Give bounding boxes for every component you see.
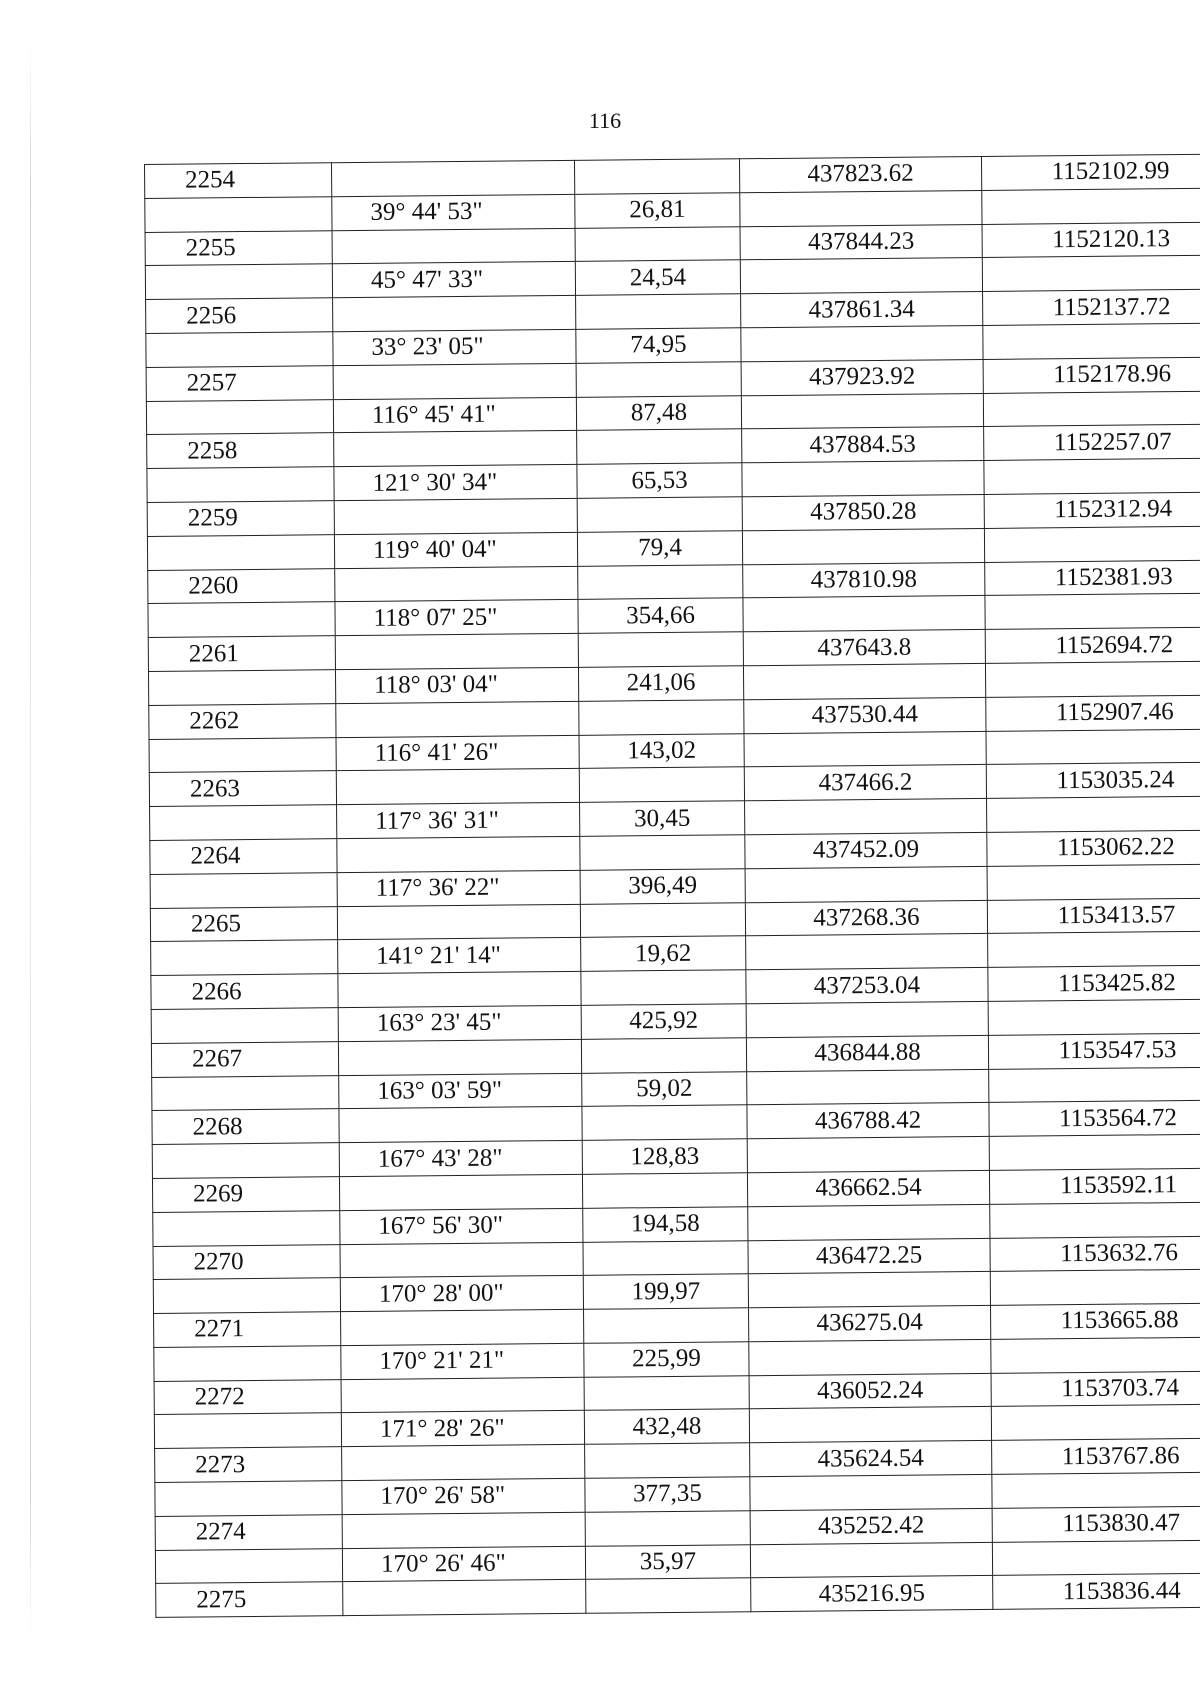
- x-coordinate-cell: [750, 1542, 992, 1578]
- distance-cell: [578, 564, 743, 599]
- point-number-cell: [147, 467, 334, 503]
- x-coordinate-cell: 436662.54: [747, 1170, 989, 1206]
- bearing-angle-cell: 163° 03' 59": [339, 1073, 582, 1109]
- distance-cell: [581, 1037, 746, 1072]
- bearing-angle-cell: 121° 30' 34": [334, 465, 577, 501]
- point-number-cell: 2254: [145, 163, 332, 199]
- x-coordinate-cell: [741, 325, 983, 361]
- y-coordinate-cell: [985, 661, 1200, 697]
- point-number-cell: [155, 1481, 342, 1517]
- point-number-cell: [148, 670, 335, 706]
- x-coordinate-cell: 437923.92: [741, 359, 983, 395]
- y-coordinate-cell: [989, 1134, 1200, 1170]
- x-coordinate-cell: 436844.88: [746, 1035, 988, 1071]
- bearing-angle-cell: 118° 03' 04": [335, 667, 578, 703]
- x-coordinate-cell: [749, 1339, 991, 1375]
- point-number-cell: 2257: [146, 365, 333, 401]
- bearing-angle-cell: [340, 1242, 583, 1278]
- x-coordinate-cell: [741, 393, 983, 429]
- x-coordinate-cell: 437643.8: [743, 630, 985, 666]
- distance-cell: [577, 429, 742, 464]
- point-number-cell: 2260: [148, 568, 335, 604]
- x-coordinate-cell: [747, 1069, 989, 1105]
- y-coordinate-cell: [982, 188, 1200, 224]
- x-coordinate-cell: 435624.54: [750, 1441, 992, 1477]
- x-coordinate-cell: 437850.28: [742, 494, 984, 530]
- distance-cell: [574, 159, 739, 194]
- bearing-angle-cell: [341, 1309, 584, 1345]
- distance-cell: [578, 632, 743, 667]
- y-coordinate-cell: [990, 1269, 1200, 1305]
- y-coordinate-cell: [990, 1202, 1200, 1238]
- bearing-angle-cell: [333, 296, 576, 332]
- y-coordinate-cell: 1152102.99: [981, 154, 1200, 190]
- x-coordinate-cell: 436788.42: [747, 1103, 989, 1139]
- bearing-angle-cell: [342, 1445, 585, 1481]
- x-coordinate-cell: [746, 934, 988, 970]
- point-number-cell: 2269: [152, 1177, 339, 1213]
- x-coordinate-cell: 437844.23: [740, 224, 982, 260]
- point-number-cell: [146, 332, 333, 368]
- y-coordinate-cell: 1153836.44: [993, 1573, 1200, 1609]
- point-number-cell: 2273: [155, 1447, 342, 1483]
- x-coordinate-cell: 437884.53: [742, 427, 984, 463]
- x-coordinate-cell: [740, 190, 982, 226]
- coordinates-table-body: [145, 154, 1200, 1618]
- x-coordinate-cell: [743, 596, 985, 632]
- y-coordinate-cell: [982, 255, 1200, 291]
- distance-cell: [584, 1308, 749, 1343]
- point-number-cell: [152, 1143, 339, 1179]
- x-coordinate-cell: [750, 1474, 992, 1510]
- page-number: 116: [588, 108, 622, 133]
- bearing-angle-cell: [334, 431, 577, 467]
- x-coordinate-cell: [748, 1204, 990, 1240]
- y-coordinate-cell: 1152137.72: [983, 289, 1200, 325]
- distance-cell: 199,97: [583, 1274, 748, 1309]
- bearing-angle-cell: 39° 44' 53": [332, 194, 575, 230]
- x-coordinate-cell: [742, 461, 984, 497]
- bearing-angle-cell: 170° 28' 00": [340, 1276, 583, 1312]
- y-coordinate-cell: [984, 458, 1200, 494]
- bearing-angle-cell: 167° 56' 30": [340, 1208, 583, 1244]
- point-number-cell: [153, 1210, 340, 1246]
- bearing-angle-cell: [338, 971, 581, 1007]
- bearing-angle-cell: 170° 21' 21": [341, 1343, 584, 1379]
- point-number-cell: [154, 1413, 341, 1449]
- distance-cell: [579, 767, 744, 802]
- y-coordinate-cell: [991, 1404, 1200, 1440]
- bearing-angle-cell: 163° 23' 45": [338, 1005, 581, 1041]
- point-number-cell: 2271: [154, 1312, 341, 1348]
- point-number-cell: 2275: [156, 1582, 343, 1618]
- point-number-cell: 2263: [149, 771, 336, 807]
- x-coordinate-cell: [745, 866, 987, 902]
- point-number-cell: 2259: [147, 501, 334, 537]
- x-coordinate-cell: [748, 1272, 990, 1308]
- point-number-cell: [150, 872, 337, 908]
- y-coordinate-cell: [983, 391, 1200, 427]
- point-number-cell: [153, 1278, 340, 1314]
- point-number-cell: 2270: [153, 1244, 340, 1280]
- bearing-angle-cell: [339, 1107, 582, 1143]
- bearing-angle-cell: [342, 1512, 585, 1548]
- y-coordinate-cell: 1153830.47: [992, 1506, 1200, 1542]
- y-coordinate-cell: 1152178.96: [983, 357, 1200, 393]
- bearing-angle-cell: [338, 1039, 581, 1075]
- bearing-angle-cell: 119° 40' 04": [334, 532, 577, 568]
- bearing-angle-cell: 117° 36' 31": [337, 802, 580, 838]
- bearing-angle-cell: [331, 160, 574, 196]
- x-coordinate-cell: [740, 258, 982, 294]
- y-coordinate-cell: 1153035.24: [986, 762, 1200, 798]
- y-coordinate-cell: 1152907.46: [986, 695, 1200, 731]
- distance-cell: [585, 1443, 750, 1478]
- y-coordinate-cell: 1153665.88: [991, 1303, 1200, 1339]
- y-coordinate-cell: 1153592.11: [989, 1168, 1200, 1204]
- bearing-angle-cell: 45° 47' 33": [332, 262, 575, 298]
- point-number-cell: 2267: [151, 1041, 338, 1077]
- point-number-cell: 2264: [150, 839, 337, 875]
- point-number-cell: [145, 196, 332, 232]
- distance-cell: [576, 362, 741, 397]
- distance-cell: 143,02: [579, 733, 744, 768]
- y-coordinate-cell: 1152257.07: [984, 424, 1200, 460]
- point-number-cell: 2256: [146, 298, 333, 334]
- distance-cell: [581, 970, 746, 1005]
- bearing-angle-cell: [341, 1377, 584, 1413]
- bearing-angle-cell: 170° 26' 46": [342, 1546, 585, 1582]
- distance-cell: [580, 902, 745, 937]
- distance-cell: 354,66: [578, 598, 743, 633]
- y-coordinate-cell: 1153703.74: [991, 1371, 1200, 1407]
- bearing-angle-cell: 170° 26' 58": [342, 1478, 585, 1514]
- point-number-cell: [146, 399, 333, 435]
- x-coordinate-cell: 435252.42: [750, 1508, 992, 1544]
- point-number-cell: 2262: [149, 703, 336, 739]
- distance-cell: 425,92: [581, 1004, 746, 1039]
- x-coordinate-cell: [747, 1137, 989, 1173]
- x-coordinate-cell: 437452.09: [745, 832, 987, 868]
- x-coordinate-cell: 437530.44: [744, 697, 986, 733]
- distance-cell: [582, 1173, 747, 1208]
- y-coordinate-cell: 1153425.82: [988, 965, 1200, 1001]
- bearing-angle-cell: [339, 1174, 582, 1210]
- coordinates-table: [144, 153, 1200, 1618]
- x-coordinate-cell: [749, 1407, 991, 1443]
- x-coordinate-cell: 437861.34: [741, 292, 983, 328]
- point-number-cell: [145, 264, 332, 300]
- distance-cell: [583, 1240, 748, 1275]
- bearing-angle-cell: 116° 45' 41": [333, 397, 576, 433]
- x-coordinate-cell: [744, 731, 986, 767]
- y-coordinate-cell: [988, 999, 1200, 1035]
- bearing-angle-cell: [343, 1580, 586, 1616]
- distance-cell: [585, 1511, 750, 1546]
- bearing-angle-cell: [337, 836, 580, 872]
- distance-cell: 87,48: [576, 395, 741, 430]
- bearing-angle-cell: [336, 769, 579, 805]
- point-number-cell: [151, 940, 338, 976]
- distance-cell: [580, 835, 745, 870]
- distance-cell: 30,45: [580, 801, 745, 836]
- distance-cell: 74,95: [576, 328, 741, 363]
- point-number-cell: [148, 602, 335, 638]
- point-number-cell: 2261: [148, 636, 335, 672]
- y-coordinate-cell: [985, 593, 1200, 629]
- point-number-cell: [152, 1075, 339, 1111]
- y-coordinate-cell: [987, 796, 1200, 832]
- y-coordinate-cell: [984, 526, 1200, 562]
- x-coordinate-cell: [746, 1001, 988, 1037]
- distance-cell: 19,62: [581, 936, 746, 971]
- distance-cell: 128,83: [582, 1139, 747, 1174]
- y-coordinate-cell: 1152120.13: [982, 222, 1200, 258]
- point-number-cell: 2268: [152, 1109, 339, 1145]
- y-coordinate-cell: [987, 864, 1200, 900]
- distance-cell: 194,58: [583, 1206, 748, 1241]
- bearing-angle-cell: 167° 43' 28": [339, 1140, 582, 1176]
- point-number-cell: 2265: [150, 906, 337, 942]
- y-coordinate-cell: 1152381.93: [985, 560, 1200, 596]
- x-coordinate-cell: [745, 799, 987, 835]
- distance-cell: [577, 497, 742, 532]
- y-coordinate-cell: 1153632.76: [990, 1235, 1200, 1271]
- point-number-cell: [150, 805, 337, 841]
- point-number-cell: 2255: [145, 230, 332, 266]
- distance-cell: 26,81: [575, 193, 740, 228]
- y-coordinate-cell: [986, 729, 1200, 765]
- distance-cell: 241,06: [578, 666, 743, 701]
- distance-cell: [579, 700, 744, 735]
- x-coordinate-cell: 437823.62: [739, 156, 981, 192]
- bearing-angle-cell: 116° 41' 26": [336, 735, 579, 771]
- point-number-cell: 2258: [147, 433, 334, 469]
- bearing-angle-cell: [336, 701, 579, 737]
- distance-cell: 59,02: [582, 1071, 747, 1106]
- bearing-angle-cell: 33° 23' 05": [333, 329, 576, 365]
- distance-cell: 24,54: [575, 260, 740, 295]
- x-coordinate-cell: [743, 663, 985, 699]
- point-number-cell: 2272: [154, 1379, 341, 1415]
- point-number-cell: [154, 1346, 341, 1382]
- bearing-angle-cell: 117° 36' 22": [337, 870, 580, 906]
- point-number-cell: [155, 1548, 342, 1584]
- bearing-angle-cell: 118° 07' 25": [335, 600, 578, 636]
- point-number-cell: [151, 1008, 338, 1044]
- distance-cell: 225,99: [584, 1342, 749, 1377]
- distance-cell: 35,97: [585, 1544, 750, 1579]
- y-coordinate-cell: [983, 323, 1200, 359]
- y-coordinate-cell: [988, 931, 1200, 967]
- point-number-cell: [147, 534, 334, 570]
- x-coordinate-cell: 437253.04: [746, 968, 988, 1004]
- distance-cell: [575, 226, 740, 261]
- x-coordinate-cell: 437268.36: [745, 900, 987, 936]
- bearing-angle-cell: [335, 566, 578, 602]
- bearing-angle-cell: [334, 498, 577, 534]
- x-coordinate-cell: 436275.04: [749, 1306, 991, 1342]
- distance-cell: 79,4: [577, 531, 742, 566]
- bearing-angle-cell: [335, 634, 578, 670]
- x-coordinate-cell: 436052.24: [749, 1373, 991, 1409]
- bearing-angle-cell: 141° 21' 14": [338, 938, 581, 974]
- bearing-angle-cell: [337, 904, 580, 940]
- point-number-cell: 2274: [155, 1515, 342, 1551]
- y-coordinate-cell: [992, 1472, 1200, 1508]
- y-coordinate-cell: 1153062.22: [987, 830, 1200, 866]
- y-coordinate-cell: 1153564.72: [989, 1100, 1200, 1136]
- distance-cell: 65,53: [577, 463, 742, 498]
- x-coordinate-cell: [742, 528, 984, 564]
- y-coordinate-cell: 1153547.53: [988, 1033, 1200, 1069]
- y-coordinate-cell: [992, 1540, 1200, 1576]
- distance-cell: [576, 294, 741, 329]
- distance-cell: 432,48: [584, 1409, 749, 1444]
- bearing-angle-cell: 171° 28' 26": [341, 1411, 584, 1447]
- point-number-cell: [149, 737, 336, 773]
- x-coordinate-cell: 437466.2: [744, 765, 986, 801]
- distance-cell: [586, 1578, 751, 1613]
- x-coordinate-cell: 435216.95: [751, 1576, 993, 1612]
- distance-cell: 377,35: [585, 1477, 750, 1512]
- y-coordinate-cell: 1152694.72: [985, 627, 1200, 663]
- distance-cell: [582, 1105, 747, 1140]
- distance-cell: 396,49: [580, 868, 745, 903]
- distance-cell: [584, 1375, 749, 1410]
- y-coordinate-cell: [991, 1337, 1200, 1373]
- y-coordinate-cell: [989, 1066, 1200, 1102]
- bearing-angle-cell: [333, 363, 576, 399]
- y-coordinate-cell: 1153767.86: [992, 1438, 1200, 1474]
- x-coordinate-cell: 437810.98: [743, 562, 985, 598]
- y-coordinate-cell: 1152312.94: [984, 492, 1200, 528]
- scan-edge-shadow: [30, 40, 31, 1640]
- x-coordinate-cell: 436472.25: [748, 1238, 990, 1274]
- point-number-cell: 2266: [151, 974, 338, 1010]
- bearing-angle-cell: [332, 228, 575, 264]
- y-coordinate-cell: 1153413.57: [987, 897, 1200, 933]
